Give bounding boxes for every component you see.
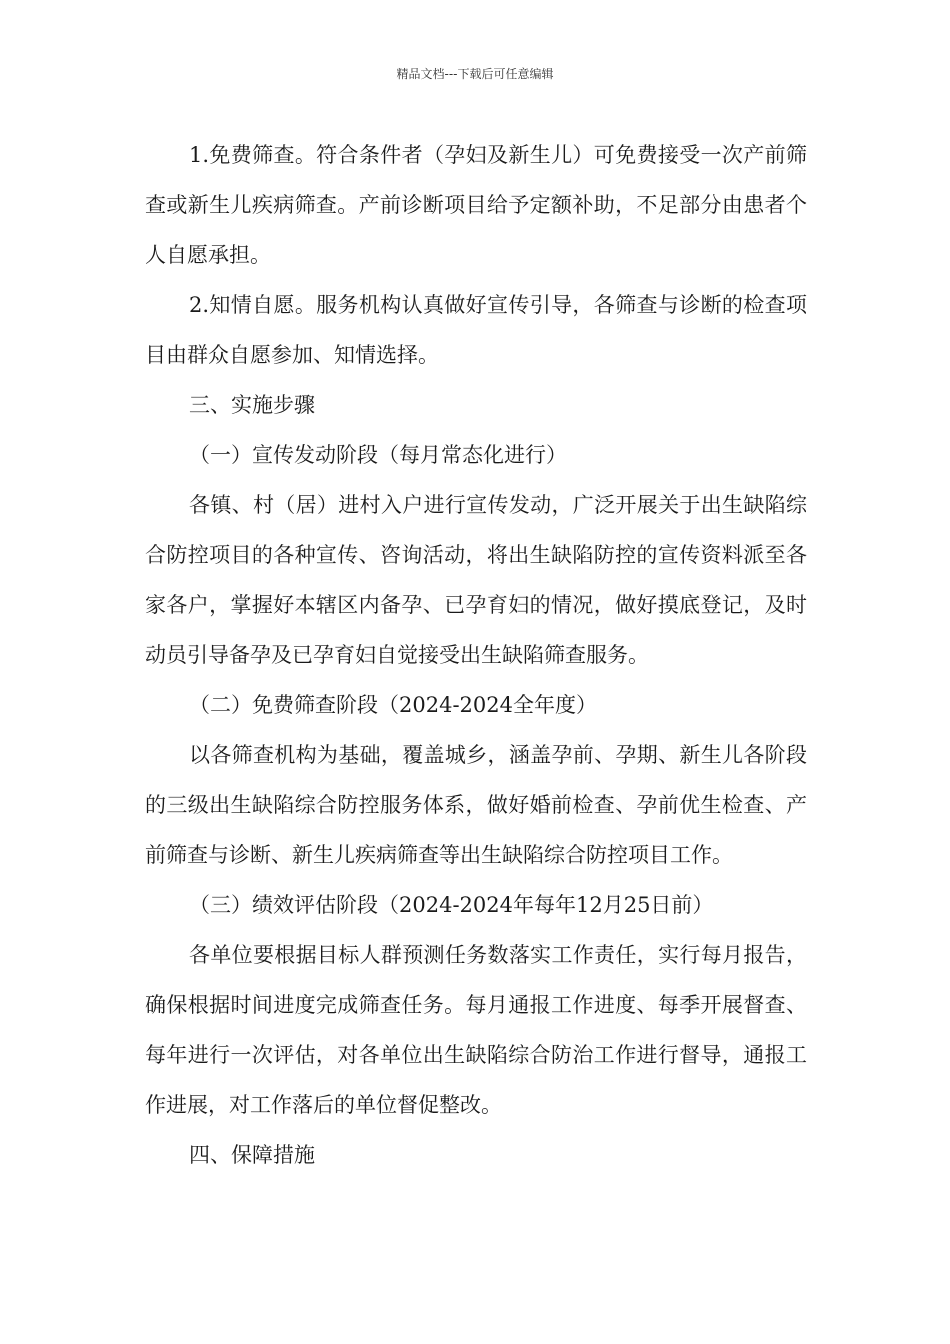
paragraph-informed-consent: 2.知情自愿。服务机构认真做好宣传引导，各筛查与诊断的检查项目由群众自愿参加、知情选择。 — [145, 293, 807, 367]
paragraph-evaluation: 各单位要根据目标人群预测任务数落实工作责任，实行每月报告，确保根据时间进度完成筛查任务。每月通报工作进度、每季开展督查、每年进行一次评估，对各单位出生缺陷综合防治工作进行督导，通报工作进展，对工作落后的单位督促整改。 — [145, 943, 807, 1117]
section-heading-safeguards: 四、保障措施 — [189, 1143, 315, 1167]
subsection-heading-screening-stage: （二）免费筛查阶段（2024-2024全年度） — [189, 693, 597, 717]
paragraph-publicity: 各镇、村（居）进村入户进行宣传发动，广泛开展关于出生缺陷综合防控项目的各种宣传、咨询活动，将出生缺陷防控的宣传资料派至各家各户，掌握好本辖区内备孕、已孕育妇的情况，做好摸底登记，及时动员引导备孕及已孕育妇自觉接受出生缺陷筛查服务。 — [145, 493, 807, 667]
subsection-heading-evaluation-stage: （三）绩效评估阶段（2024-2024年每年12月25日前） — [189, 893, 714, 917]
page-header: 精品文档---下载后可任意编辑 — [396, 67, 554, 81]
paragraph-screening: 以各筛查机构为基础，覆盖城乡，涵盖孕前、孕期、新生儿各阶段的三级出生缺陷综合防控服务体系，做好婚前检查、孕前优生检查、产前筛查与诊断、新生儿疾病筛查等出生缺陷综合防控项目工作。 — [145, 743, 807, 867]
paragraph-free-screening: 1.免费筛查。符合条件者（孕妇及新生儿）可免费接受一次产前筛查或新生儿疾病筛查。产前诊断项目给予定额补助，不足部分由患者个人自愿承担。 — [145, 143, 807, 267]
document-body — [145, 130, 807, 1180]
section-heading-implementation-steps: 三、实施步骤 — [189, 393, 315, 417]
subsection-heading-publicity-stage: （一）宣传发动阶段（每月常态化进行） — [189, 443, 567, 467]
